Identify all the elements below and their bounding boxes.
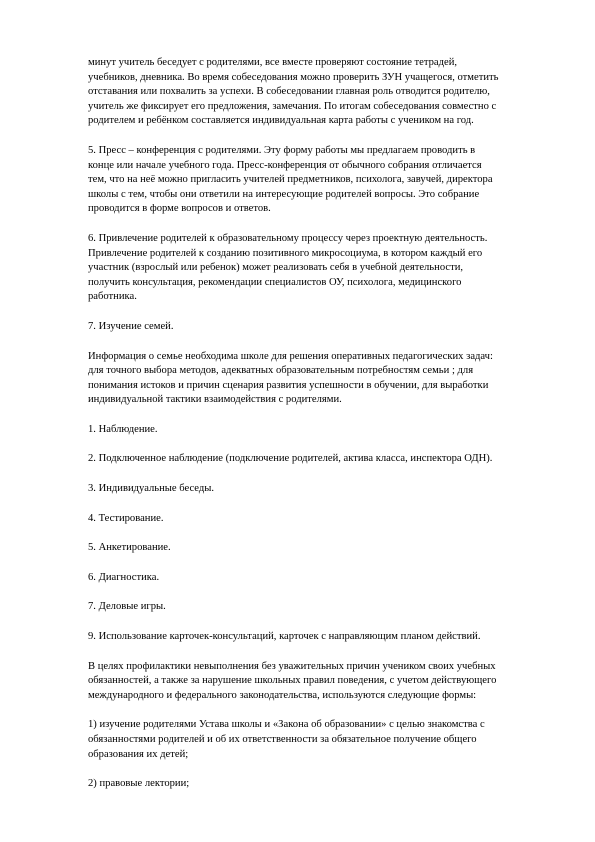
- paragraph: [88, 350, 550, 408]
- text-line: образования их детей;: [88, 748, 189, 760]
- paragraph: [88, 777, 550, 792]
- text-line: Привлечение родителей к созданию позитивного микросоциума, в котором каждый его: [88, 247, 483, 259]
- paragraph: [88, 630, 550, 645]
- paragraph: [88, 320, 550, 335]
- text-line: 1) изучение родителями Устава школы и «Закона об образовании» с целью знакомства с: [88, 719, 485, 731]
- text-line: 9. Использование карточек-консультаций, карточек с направляющим планом действий.: [88, 631, 481, 643]
- paragraph: [88, 718, 550, 762]
- text-line: международного и федерального законодательства, используются следующие формы:: [88, 689, 477, 701]
- paragraph: [88, 512, 550, 527]
- text-line: отставания или похвалить за успехи. В собеседовании главная роль отводится родителю,: [88, 86, 490, 98]
- paragraph: [88, 482, 550, 497]
- text-line: понимания истоков и причин сценария развития успешности в обучении, для выработки: [88, 379, 489, 391]
- paragraph: [88, 56, 550, 129]
- text-line: Информация о семье необходима школе для решения оперативных педагогических задач:: [88, 350, 493, 362]
- paragraph: [88, 232, 550, 305]
- paragraph: [88, 660, 550, 704]
- text-line: 3. Индивидуальные беседы.: [88, 483, 215, 495]
- text-line: 5. Пресс – конференция с родителями. Эту форму работы мы предлагаем проводить в: [88, 144, 476, 156]
- text-line: участник (взрослый или ребенок) может реализовать себя в учебной деятельности,: [88, 262, 464, 274]
- text-line: получить консультация, рекомендации специалистов ОУ, психолога, медицинского: [88, 276, 462, 288]
- document-body: [88, 56, 550, 807]
- text-line: родителем и ребёнком составляется индивидуальная карта работы с учеником на год.: [88, 115, 474, 127]
- text-line: В целях профилактики невыполнения без уважительных причин учеником своих учебных: [88, 660, 496, 672]
- paragraph: [88, 452, 550, 467]
- text-line: 4. Тестирование.: [88, 512, 164, 524]
- text-line: 2) правовые лектории;: [88, 778, 190, 790]
- text-line: проводится в форме вопросов и ответов.: [88, 203, 271, 215]
- text-line: работника.: [88, 291, 137, 303]
- text-line: конце или начале учебного года. Пресс-конференция от обычного собрания отличается: [88, 159, 482, 171]
- text-line: индивидуальной тактики взаимодействия с родителями.: [88, 394, 342, 406]
- text-line: 6. Привлечение родителей к образовательному процессу через проектную деятельность.: [88, 232, 488, 244]
- text-line: школы с тем, чтобы они ответили на интересующие родителей вопросы. Это собрание: [88, 188, 480, 200]
- paragraph: [88, 541, 550, 556]
- text-line: обязанностями родителей и об их ответственности за обязательное получение общего: [88, 734, 477, 745]
- text-line: 2. Подключенное наблюдение (подключение родителей, актива класса, инспектора ОДН).: [88, 453, 493, 465]
- text-line: обязанностей, а также за нарушение школьных правил поведения, с учетом действующего: [88, 675, 497, 687]
- paragraph: [88, 144, 550, 217]
- text-line: для точного выбора методов, адекватных образовательным потребностям семьи ; для: [88, 365, 474, 377]
- text-line: минут учитель беседует с родителями, все вместе проверяют состояние тетрадей,: [88, 57, 458, 68]
- text-line: 7. Деловые игры.: [88, 601, 166, 613]
- paragraph: [88, 423, 550, 438]
- text-line: тем, что на неё можно пригласить учителей предметников, психолога, завучей, директора: [88, 174, 493, 186]
- paragraph: [88, 600, 550, 615]
- text-line: 1. Наблюдение.: [88, 423, 158, 435]
- paragraph: [88, 571, 550, 586]
- text-line: 7. Изучение семей.: [88, 320, 174, 332]
- text-line: 6. Диагностика.: [88, 571, 160, 583]
- text-line: учитель же фиксирует его предложения, замечания. По итогам собеседования совместно с: [88, 100, 497, 112]
- text-line: 5. Анкетирование.: [88, 542, 171, 554]
- text-line: учебников, дневника. Во время собеседования можно проверить ЗУН учащегося, отметить: [88, 71, 499, 83]
